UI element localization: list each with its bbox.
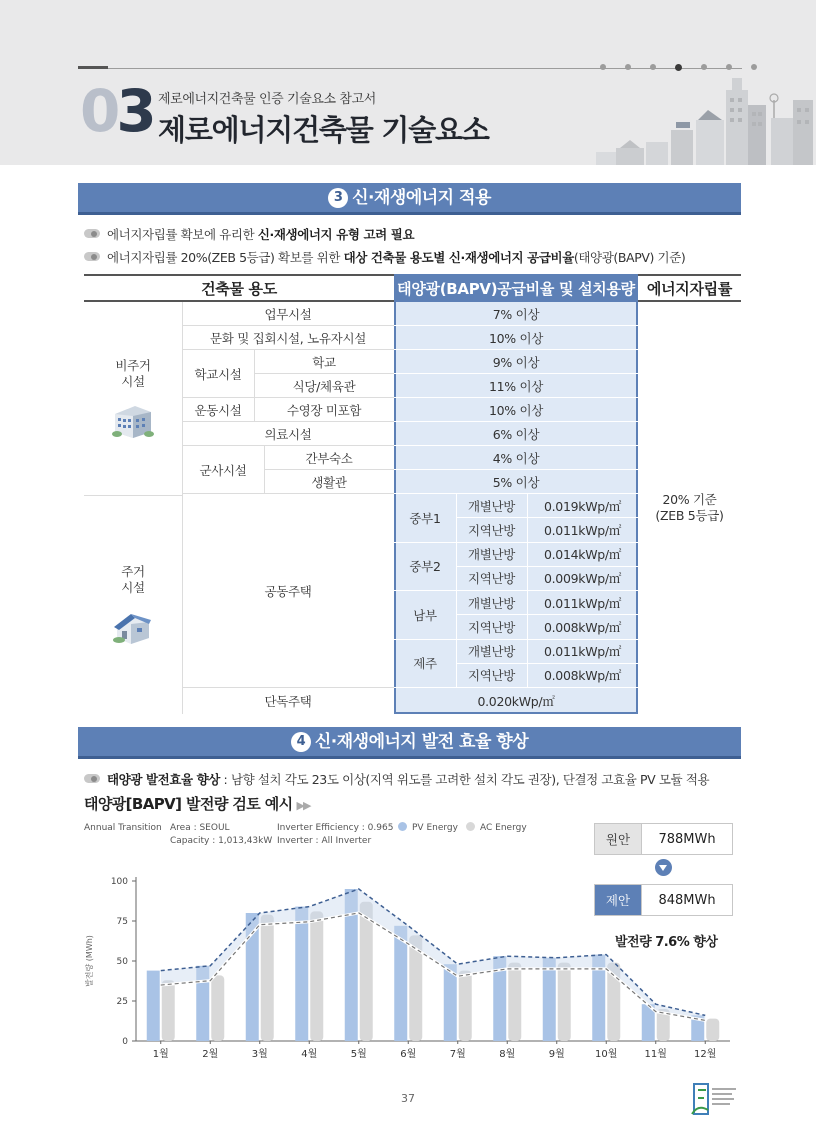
ac-trend-line [161,913,706,1020]
row-value: 0.020kWp/㎡ [477,694,555,709]
x-tick-label: 7월 [449,1049,466,1060]
header-subtitle: 제로에너지건축물 인증 기술요소 참고서 [158,92,376,107]
row-value: 9% 이상 [394,350,638,374]
chart-meta-area [170,822,272,848]
office-building-icon [109,400,157,440]
heating-type: 개별난방 [456,640,527,664]
bullet-3-text: : 남향 설치 각도 23도 이상(지역 위도를 고려한 설치 각도 권장), 단결정 고효율 PV 모듈 적용 [219,772,710,787]
section-3-title: 신·재생에너지 적용 [352,188,491,208]
group-nonresidential-label: 비주거 시설 [115,357,151,389]
ac-bar [360,902,373,1041]
solar-supply-ratio-table [84,274,741,714]
row-label: 식당/체육관 [254,374,394,398]
heating-type: 지역난방 [456,518,527,542]
heating-type: 개별난방 [456,494,527,518]
ac-bar [706,1019,719,1041]
page-header [0,0,816,165]
bullet-3 [84,770,709,788]
row-label-apartment: 공동주택 [182,494,394,688]
row-value: 7% 이상 [394,302,638,326]
legend-pv-label: PV Energy [412,823,458,833]
header-solar-ratio: 태양광(BAPV)공급비율 및 설치용량 [397,279,635,298]
bullet-3-bold: 태양광 발전효율 향상 [107,772,220,787]
x-tick-label: 10월 [595,1049,618,1060]
chapter-number-zero: 0 [80,77,117,145]
ac-bar [508,963,521,1041]
heating-type: 지역난방 [456,615,527,639]
meta-capacity: Capacity : 1,013,43kW [170,836,273,846]
row-value: 10% 이상 [394,326,638,350]
ac-trend-line-outline [161,913,706,1020]
header-rule-accent [78,66,108,69]
x-tick-label: 4월 [301,1049,318,1060]
region-name: 제주 [394,640,456,689]
legend-ac [466,822,527,833]
original-label: 원안 [595,824,641,854]
capacity-value: 0.008kWp/㎡ [527,615,638,639]
double-arrow-icon: ▶▶ [296,799,310,812]
x-tick-label: 9월 [548,1049,565,1060]
legend-swatch [398,822,407,831]
header-building-use: 건축물 용도 [84,274,394,302]
legend-swatch [466,822,475,831]
region-name: 중부2 [394,543,456,592]
row-value: 11% 이상 [394,374,638,398]
bullet-icon [84,252,100,261]
ac-bar [211,975,224,1041]
row-label: 단독주택 [264,694,312,709]
bullet-1 [84,225,414,243]
heating-type: 개별난방 [456,543,527,567]
row-label: 문화 및 집회시설, 노유자시설 [182,326,394,350]
pv-bar [147,971,160,1041]
x-tick-label: 8월 [499,1049,516,1060]
x-tick-label: 2월 [202,1049,219,1060]
row-value: 10% 이상 [394,398,638,422]
y-tick-label: 25 [116,997,128,1007]
row-label: 생활관 [264,470,394,494]
meta-inverter: Inverter : All Inverter [277,836,372,846]
capacity-value: 0.008kWp/㎡ [527,664,638,688]
bullet-1-text: 에너지자립률 확보에 유리한 [107,227,258,242]
bullet-2-suffix: (태양광(BAPV) 기준) [573,250,686,265]
ac-bar [558,963,571,1041]
capacity-value: 0.019kWp/㎡ [527,494,638,518]
group-residential-label: 주거 시설 [121,564,145,595]
row-value: 6% 이상 [394,422,638,446]
section-3-header [78,183,741,215]
row-value: 5% 이상 [394,470,638,494]
capacity-value: 0.011kWp/㎡ [527,518,638,542]
bullet-2 [84,248,685,266]
improvement-text: 발전량 7.6% 향상 [615,935,718,950]
ac-bar [162,980,175,1041]
bullet-icon [84,774,100,783]
section-number-badge: 4 [291,732,311,752]
house-icon [109,606,157,646]
subgroup-label: 운동시설 [182,398,254,422]
section-4-title: 신·재생에너지 발전 효율 향상 [314,732,529,752]
y-tick-label: 50 [116,957,128,967]
region-name: 중부1 [394,494,456,543]
section-number-badge: 3 [328,188,348,208]
y-tick-label: 75 [116,917,128,927]
subgroup-label: 학교시설 [182,350,254,398]
group-nonresidential [84,302,182,496]
legend-ac-label: AC Energy [480,823,527,833]
chart-title-text: 태양광[BAPV] 발전량 검토 예시 [84,795,293,813]
y-axis-label: 발전량 (MWh) [85,935,94,987]
chart-meta-annual: Annual Transition [84,823,162,833]
region-name: 남부 [394,591,456,640]
pv-bar [295,907,308,1041]
ac-bar [310,911,323,1041]
x-tick-label: 11월 [644,1049,667,1060]
x-tick-label: 12월 [694,1049,717,1060]
row-label: 업무시설 [182,302,394,326]
proposed-value: 848MWh [641,885,732,915]
meta-inverter-efficiency: Inverter Efficiency : 0.965 [277,823,394,833]
heating-type: 지역난방 [456,664,527,688]
capacity-value: 0.014kWp/㎡ [527,543,638,567]
x-tick-label: 1월 [152,1049,169,1060]
row-value: 4% 이상 [394,446,638,470]
ac-bar [459,971,472,1041]
bullet-2-bold: 대상 건축물 용도별 신·재생에너지 공급비율 [343,250,574,265]
improvement-band [161,889,706,1020]
page-title: 제로에너지건축물 기술요소 [158,113,489,147]
heating-type: 개별난방 [456,591,527,615]
original-value: 788MWh [641,824,732,854]
capacity-value: 0.011kWp/㎡ [527,591,638,615]
zeb-logo-icon [690,1080,742,1120]
heating-type: 지역난방 [456,567,527,591]
row-label: 수영장 미포함 [254,398,394,422]
original-energy-box [594,823,733,855]
y-tick-label: 100 [110,877,128,887]
chapter-number-digit: 3 [116,77,153,145]
y-tick-label: 0 [122,1037,128,1047]
row-label: 간부숙소 [264,446,394,470]
subgroup-label: 군사시설 [182,446,264,494]
chart-meta-inverter [277,822,393,848]
monthly-pv-chart [78,860,748,1070]
capacity-value: 0.011kWp/㎡ [527,640,638,664]
section-4-header [78,727,741,759]
header-self-sufficiency: 에너지자립률 [638,274,741,302]
city-skyline-illustration [576,70,816,165]
proposed-label: 제안 [595,885,641,915]
group-residential [84,496,182,714]
legend-pv [398,822,458,833]
row-label: 학교 [254,350,394,374]
page-number: 37 [401,1092,415,1105]
ac-bar [261,915,274,1041]
chapter-number [80,77,153,145]
bullet-2-text: 에너지자립률 20%(ZEB 5등급) 확보를 위한 [107,250,344,265]
x-tick-label: 5월 [350,1049,367,1060]
row-label: 의료시설 [182,422,394,446]
chart-title [84,793,309,814]
self-sufficiency-value: 20% 기준 (ZEB 5등급) [655,492,724,523]
x-tick-label: 6월 [400,1049,417,1060]
x-tick-label: 3월 [251,1049,268,1060]
meta-area: Area : SEOUL [170,823,230,833]
capacity-value: 0.009kWp/㎡ [527,567,638,591]
bullet-icon [84,229,100,238]
bullet-1-bold: 신·재생에너지 유형 고려 필요 [257,227,415,242]
